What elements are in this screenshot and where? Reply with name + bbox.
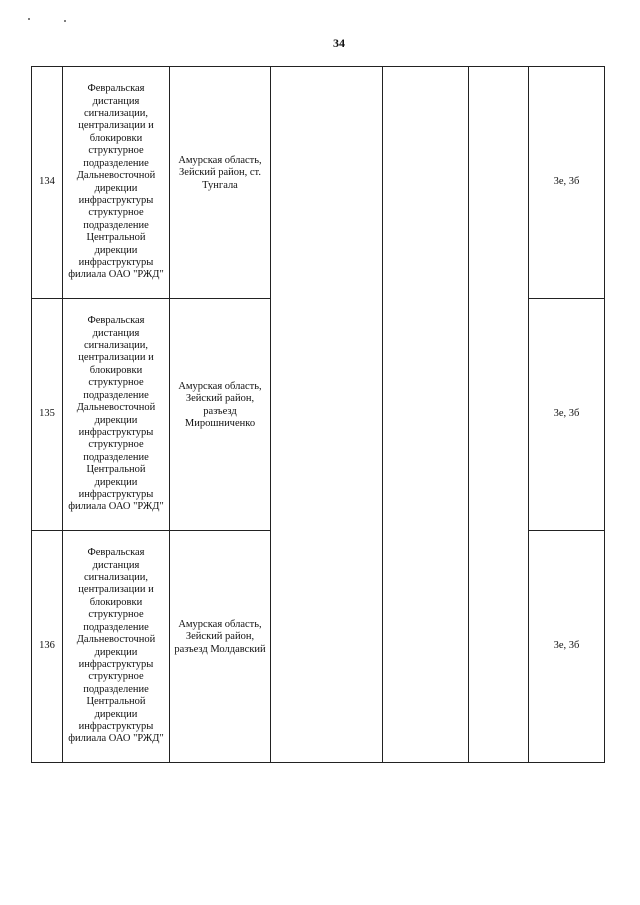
row-number: 134 — [32, 67, 63, 299]
location-text: Амурская область, Зейский район, разъезд Мирошниченко — [178, 380, 262, 429]
location-cell — [170, 531, 271, 763]
empty-cell — [271, 67, 383, 763]
class-cell: 3е, 3б — [529, 67, 605, 299]
empty-cell — [383, 67, 469, 763]
organization-cell: Февральская дистанция сигнализации, централизации и блокировки структурное подразделение Дальневосточной дирекции инфраструктуры структурное подразделение Центральной дирекции инфраструктуры филиала ОАО "РЖД" — [63, 67, 170, 299]
location-cell — [170, 67, 271, 299]
page-number: 34 — [333, 36, 345, 50]
class-cell: 3е, 3б — [529, 299, 605, 531]
row-number: 136 — [32, 531, 63, 763]
organization-cell: Февральская дистанция сигнализации, централизации и блокировки структурное подразделение Дальневосточной дирекции инфраструктуры структурное подразделение Центральной дирекции инфраструктуры филиала ОАО "РЖД" — [63, 531, 170, 763]
location-text: Амурская область, Зейский район, ст. Тунгала — [178, 154, 262, 191]
organization-cell: Февральская дистанция сигнализации, централизации и блокировки структурное подразделение Дальневосточной дирекции инфраструктуры структурное подразделение Центральной дирекции инфраструктуры филиала ОАО "РЖД" — [63, 299, 170, 531]
scan-speck — [28, 18, 30, 20]
location-cell — [170, 299, 271, 531]
empty-cell — [469, 67, 529, 763]
table-row — [32, 67, 605, 299]
document-table — [31, 66, 605, 763]
row-number: 135 — [32, 299, 63, 531]
scan-speck — [64, 20, 66, 22]
class-cell: 3е, 3б — [529, 531, 605, 763]
location-text: Амурская область, Зейский район, разъезд Молдавский — [174, 618, 266, 655]
